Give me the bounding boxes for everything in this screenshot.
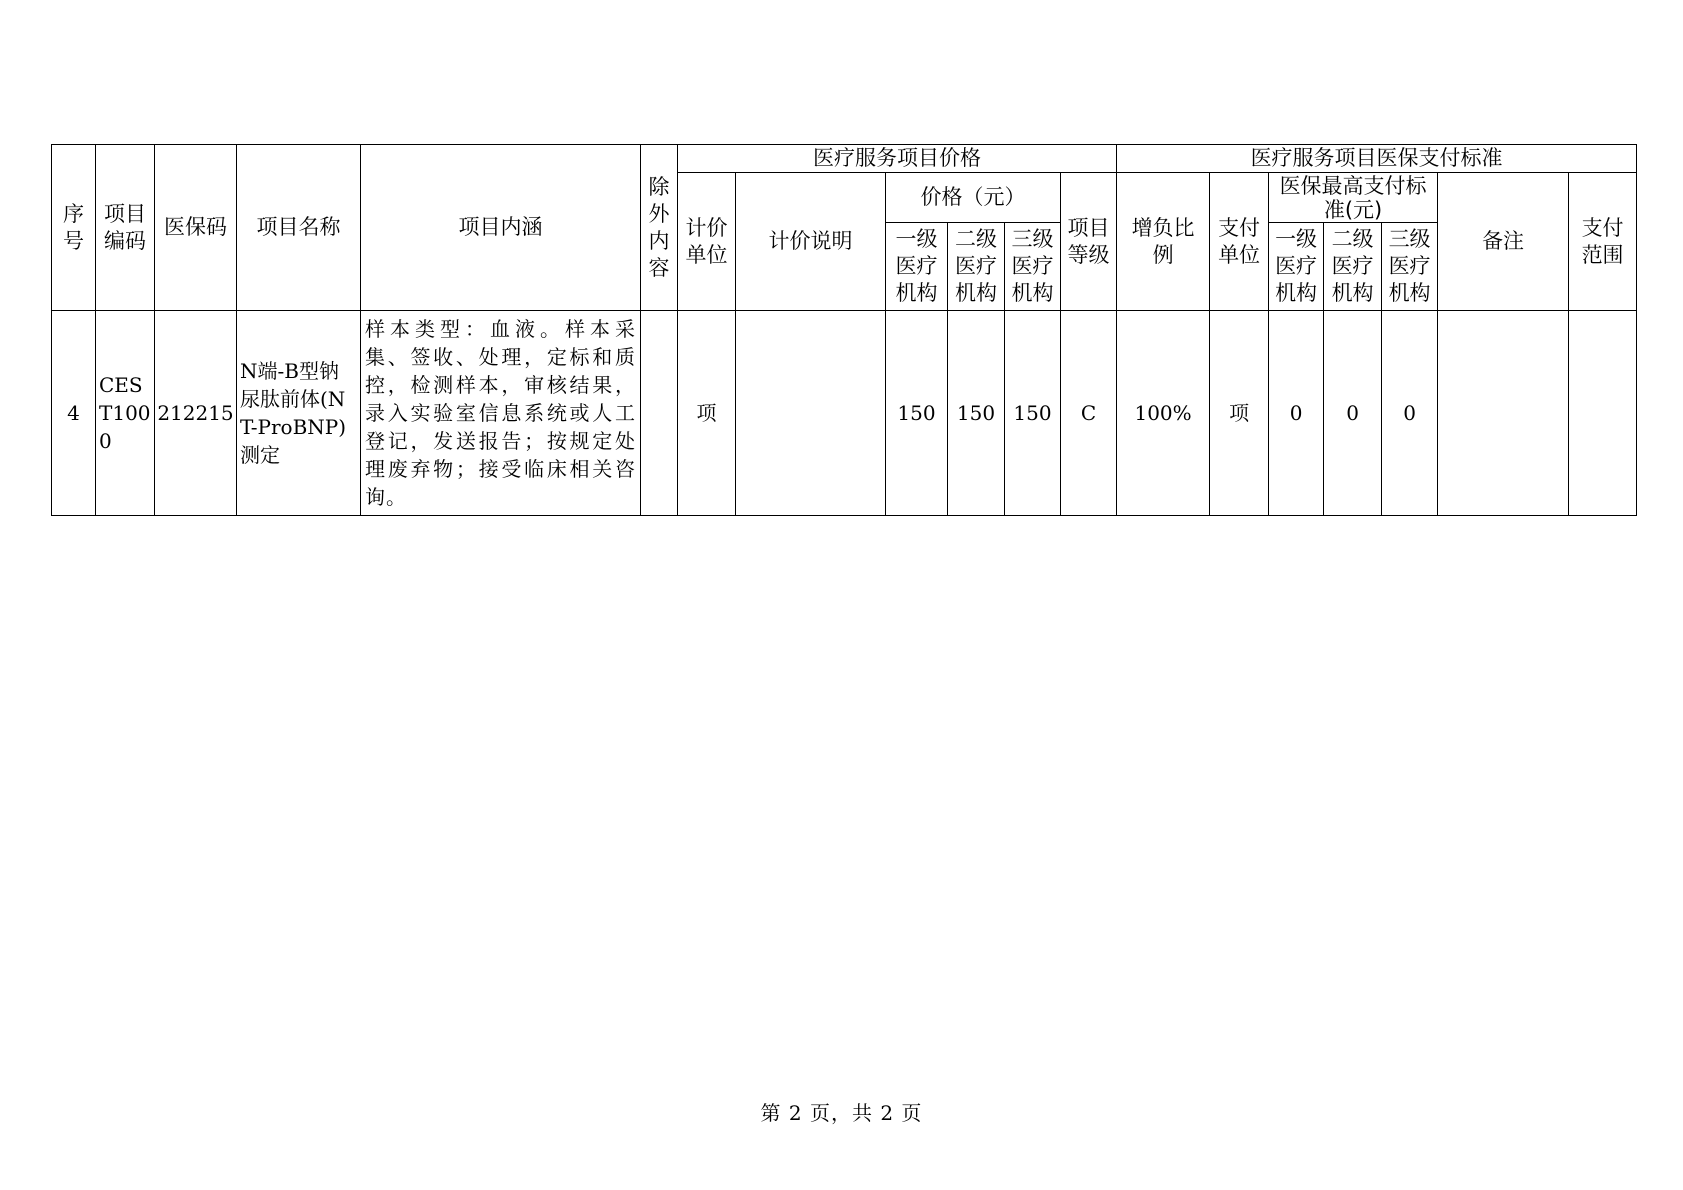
header-price-level3 [1005, 223, 1061, 311]
page-footer: 第 2 页，共 2 页 [760, 1101, 923, 1125]
header-max-pay-level1-label: 一级医疗机构 [1275, 227, 1318, 305]
cell-max-pay-level1: 0 [1269, 311, 1324, 516]
cell-max-pay-level2: 0 [1324, 311, 1382, 516]
cell-item-content: 样本类型：血液。样本采集、签收、处理，定标和质控，检测样本，审核结果，录入实验室信息系统或人工登记，发送报告；按规定处理废弃物；接受临床相关咨询。 [361, 311, 641, 516]
table-row [52, 311, 1637, 516]
header-price-level2-label: 二级医疗机构 [955, 227, 997, 305]
header-price-yuan: 价格（元） [886, 173, 1061, 223]
header-seq-label: 序号 [63, 201, 84, 253]
cell-price-level3: 150 [1005, 311, 1061, 516]
header-excluded-label: 除外内容 [648, 174, 670, 280]
header-price-level3-label: 三级医疗机构 [1011, 227, 1054, 305]
header-max-pay-label: 医保最高支付标准(元) [1279, 173, 1427, 222]
header-item-content: 项目内涵 [361, 145, 641, 311]
cell-insurance-code: 212215 [155, 311, 237, 516]
header-price-level1 [886, 223, 948, 311]
cell-item-name: N端-B型钠尿肽前体(NT-ProBNP)测定 [237, 311, 361, 516]
cell-item-grade: C [1061, 311, 1117, 516]
header-billing-unit [678, 173, 736, 311]
cell-billing-unit: 项 [678, 311, 736, 516]
header-excluded [641, 145, 678, 311]
header-max-pay-level2-label: 二级医疗机构 [1331, 227, 1374, 305]
cell-excluded [641, 311, 678, 516]
header-item-code-label: 项目编码 [104, 201, 146, 253]
header-pay-unit-label: 支付单位 [1218, 215, 1261, 267]
header-price-group: 医疗服务项目价格 [678, 145, 1117, 173]
header-price-level2 [948, 223, 1005, 311]
header-item-name: 项目名称 [237, 145, 361, 311]
cell-price-level1: 150 [886, 311, 948, 516]
header-self-pay-ratio [1117, 173, 1210, 311]
cell-remark [1438, 311, 1569, 516]
header-insurance-group: 医疗服务项目医保支付标准 [1117, 145, 1637, 173]
header-item-grade-label: 项目等级 [1067, 215, 1110, 267]
header-pay-scope [1569, 173, 1637, 311]
header-price-level1-label: 一级医疗机构 [895, 227, 938, 305]
header-remark: 备注 [1438, 173, 1569, 311]
cell-pay-scope [1569, 311, 1637, 516]
header-max-pay-level3-label: 三级医疗机构 [1388, 227, 1431, 305]
header-max-pay-level3 [1382, 223, 1438, 311]
pricing-table [51, 144, 1637, 516]
cell-seq: 4 [52, 311, 96, 516]
header-billing-unit-label: 计价单位 [685, 215, 728, 267]
header-item-grade [1061, 173, 1117, 311]
header-max-pay [1269, 173, 1438, 223]
header-pay-scope-label: 支付范围 [1581, 215, 1624, 267]
cell-billing-note [736, 311, 886, 516]
cell-item-code: CEST1000 [96, 311, 155, 516]
header-max-pay-level1 [1269, 223, 1324, 311]
cell-self-pay-ratio: 100% [1117, 311, 1210, 516]
header-max-pay-level2 [1324, 223, 1382, 311]
header-billing-note: 计价说明 [736, 173, 886, 311]
header-item-code [96, 145, 155, 311]
header-self-pay-ratio-label: 增负比例 [1131, 215, 1195, 267]
cell-max-pay-level3: 0 [1382, 311, 1438, 516]
cell-price-level2: 150 [948, 311, 1005, 516]
header-pay-unit [1210, 173, 1269, 311]
header-insurance-code: 医保码 [155, 145, 237, 311]
header-seq [52, 145, 96, 311]
cell-pay-unit: 项 [1210, 311, 1269, 516]
